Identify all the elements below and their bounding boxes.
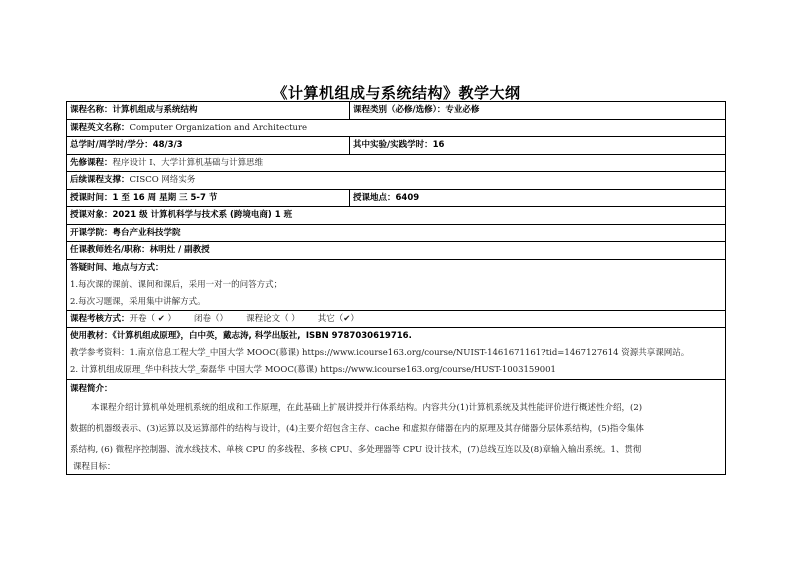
textbook-isbn: ISBN 9787030619716. — [305, 331, 412, 341]
assessment-open-book: 开卷（ ✔ ） — [129, 313, 177, 324]
teacher-value: 林明灶 / 副教授 — [149, 245, 210, 255]
textbook-label: 使用教材： — [70, 331, 113, 341]
students-value: 2021 级 计算机科学与技术系 (跨境电商) 1 班 — [112, 210, 293, 220]
row-teacher — [67, 242, 725, 260]
prerequisites-label: 先修课程： — [70, 157, 113, 168]
teaching-time-value: 1 至 16 周 星期 三 5-7 节 — [112, 192, 218, 203]
assessment-label: 课程考核方式： — [70, 313, 130, 324]
prerequisites-value: 程序设计 I、大学计算机基础与计算思维 — [112, 157, 264, 168]
course-name-value: 计算机组成与系统结构 — [112, 105, 198, 115]
assessment-other: 其它（✔） — [317, 313, 359, 324]
teaching-time-label: 授课时间： — [70, 192, 113, 203]
course-name-label: 课程名称： — [70, 105, 113, 115]
intro-line-4: 课程目标： — [73, 462, 116, 472]
qa-line-1: 1.每次课的课前、课间和课后，采用一对一的问答方式； — [70, 279, 283, 290]
qa-line-2: 2.每次习题课，采用集中讲解方式。 — [70, 296, 206, 307]
row-intro — [67, 380, 725, 474]
row-follow-up — [67, 172, 725, 190]
college-value: 粤台产业科技学院 — [112, 227, 181, 238]
hours-value: 48/3/3 — [152, 140, 183, 150]
teacher-label: 任课教师姓名/职称： — [70, 245, 150, 255]
textbook-value: 《计算机组成原理》，白中英，戴志涛, 科学出版社, — [112, 331, 301, 341]
document-title: 《计算机组成与系统结构》教学大纲 — [272, 84, 521, 102]
row-assessment — [67, 311, 725, 329]
english-name-value: Computer Organization and Architecture — [129, 122, 308, 133]
teaching-location-value: 6409 — [395, 192, 420, 203]
row-prerequisites — [67, 155, 725, 173]
intro-line-2: 数据的机器级表示、(3)运算以及运算部件的结构与设计，(4)主要介绍包含主存、cache 和虚拟存储器在内的原理及其存储器分层体系结构，(5)指令集体 — [70, 424, 644, 434]
intro-line-3: 系结构, (6) 微程序控制器、流水线技术、单核 CPU 的多线程、多核 CPU、多处理器等 CPU 设计技术，(7)总线互连以及(8)章输入输出系统。1、贯彻 — [70, 445, 642, 455]
row-course-name — [67, 102, 725, 120]
follow-up-label: 后续课程支撑： — [70, 175, 130, 185]
row-teaching-time — [67, 190, 725, 208]
assessment-paper: 课程论文（ ） — [246, 313, 300, 324]
lab-hours-value: 16 — [432, 140, 445, 150]
assessment-closed-book: 闭卷（） — [194, 313, 229, 324]
course-type-label: 课程类别（必修/选修）： — [353, 105, 446, 115]
row-students — [67, 207, 725, 225]
follow-up-value: CISCO 网络实务 — [129, 175, 196, 185]
reference-2: 2. 计算机组成原理_华中科技大学_秦磊华 中国大学 MOOC(慕课) https://www.icourse163.org/course/HUST-1003159001 — [70, 365, 556, 375]
intro-line-1: 本课程介绍计算机单处理机系统的组成和工作原理，在此基础上扩展讲授并行体系结构。内容共分(1)计算机系统及其性能评价进行概述性介绍，(2) — [91, 403, 643, 413]
row-qa — [67, 260, 725, 311]
students-label: 授课对象： — [70, 210, 113, 220]
hours-label: 总学时/周学时/学分： — [70, 140, 153, 150]
row-hours — [67, 137, 725, 155]
intro-label: 课程简介： — [70, 384, 113, 394]
row-english-name — [67, 120, 725, 138]
row-college — [67, 225, 725, 243]
reference-1: 教学参考资料：1.南京信息工程大学_中国大学 MOOC(慕课) https://www.icourse163.org/course/NUIST-1461671161?tid=1467127614 资源共享课网站。 — [70, 348, 690, 358]
english-name-label: 课程英文名称： — [70, 122, 130, 133]
lab-hours-label: 其中实验/实践学时： — [353, 140, 433, 150]
teaching-location-label: 授课地点： — [353, 192, 396, 203]
syllabus-table — [66, 101, 726, 475]
college-label: 开课学院： — [70, 227, 113, 238]
qa-label: 答疑时间、地点与方式： — [70, 262, 164, 273]
row-textbook — [67, 328, 725, 380]
course-type-value: 专业必修 — [445, 105, 480, 115]
